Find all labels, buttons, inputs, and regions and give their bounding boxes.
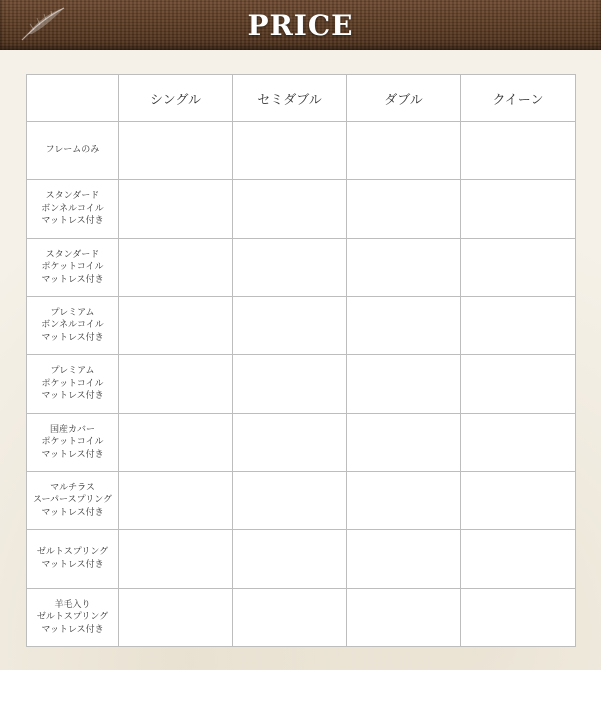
price-cell	[461, 471, 576, 529]
table-row	[27, 413, 576, 471]
price-cell	[233, 530, 347, 588]
row-label-line: マットレス付き	[41, 391, 104, 402]
row-label	[27, 530, 119, 588]
row-label-line: マットレス付き	[41, 559, 104, 570]
row-label-line: マットレス付き	[41, 274, 104, 285]
table-header-row	[27, 75, 576, 122]
row-label-line: ボンネルコイル	[41, 320, 104, 331]
price-cell	[119, 413, 233, 471]
row-label-line: マットレス付き	[41, 332, 104, 343]
header-banner	[0, 0, 601, 50]
row-label-line: マルチラス	[50, 482, 95, 493]
table-row	[27, 296, 576, 354]
row-label-line: スタンダード	[45, 249, 100, 260]
price-cell	[347, 296, 461, 354]
price-cell	[347, 413, 461, 471]
price-cell	[233, 238, 347, 296]
price-cell	[461, 296, 576, 354]
price-cell	[461, 530, 576, 588]
column-header-queen: クイーン	[461, 75, 576, 122]
page-title: PRICE	[247, 9, 354, 42]
price-cell	[461, 588, 576, 646]
row-label-line: フレームのみ	[45, 145, 100, 156]
price-cell	[233, 355, 347, 413]
row-label-line: ポケットコイル	[41, 378, 104, 389]
price-cell	[233, 588, 347, 646]
row-label-line: プレミアム	[50, 307, 95, 318]
row-label	[27, 296, 119, 354]
price-cell	[119, 530, 233, 588]
price-cell	[119, 238, 233, 296]
price-cell	[119, 122, 233, 180]
price-cell	[347, 355, 461, 413]
price-cell	[461, 413, 576, 471]
price-cell	[119, 588, 233, 646]
table-row	[27, 530, 576, 588]
price-cell	[461, 122, 576, 180]
row-label-line: マットレス付き	[41, 449, 104, 460]
row-label	[27, 122, 119, 180]
price-cell	[233, 471, 347, 529]
row-label-line: プレミアム	[50, 366, 95, 377]
price-cell	[347, 238, 461, 296]
price-cell	[119, 296, 233, 354]
price-cell	[461, 238, 576, 296]
price-cell	[347, 471, 461, 529]
row-label-line: ゼルトスプリング	[36, 612, 109, 623]
price-cell	[119, 471, 233, 529]
row-label-line: 羊毛入り	[54, 599, 91, 610]
price-cell	[233, 296, 347, 354]
corner-cell	[27, 75, 119, 122]
table-row	[27, 355, 576, 413]
row-label-line: マットレス付き	[41, 624, 104, 635]
table-row	[27, 122, 576, 180]
row-label-line: マットレス付き	[41, 507, 104, 518]
row-label-line: ポケットコイル	[41, 437, 104, 448]
row-label-line: ポケットコイル	[41, 262, 104, 273]
row-label-line: スーパースプリング	[32, 495, 113, 506]
price-cell	[347, 122, 461, 180]
price-cell	[233, 413, 347, 471]
table-row	[27, 588, 576, 646]
row-label-line: マットレス付き	[41, 216, 104, 227]
price-cell	[119, 180, 233, 238]
price-cell	[347, 588, 461, 646]
price-cell	[233, 122, 347, 180]
row-label-line: ボンネルコイル	[41, 203, 104, 214]
column-header-double: ダブル	[347, 75, 461, 122]
row-label	[27, 471, 119, 529]
row-label	[27, 238, 119, 296]
price-cell	[461, 355, 576, 413]
row-label	[27, 413, 119, 471]
table-row	[27, 471, 576, 529]
row-label	[27, 180, 119, 238]
price-cell	[461, 180, 576, 238]
row-label-line: 国産カバー	[49, 424, 95, 435]
price-table	[26, 74, 576, 647]
column-header-semi-double: セミダブル	[233, 75, 347, 122]
price-cell	[347, 180, 461, 238]
price-cell	[233, 180, 347, 238]
table-row	[27, 238, 576, 296]
row-label	[27, 588, 119, 646]
price-cell	[347, 530, 461, 588]
row-label	[27, 355, 119, 413]
row-label-line: スタンダード	[45, 191, 100, 202]
row-label-line: ゼルトスプリング	[36, 547, 109, 558]
column-header-single: シングル	[119, 75, 233, 122]
table-row	[27, 180, 576, 238]
price-cell	[119, 355, 233, 413]
